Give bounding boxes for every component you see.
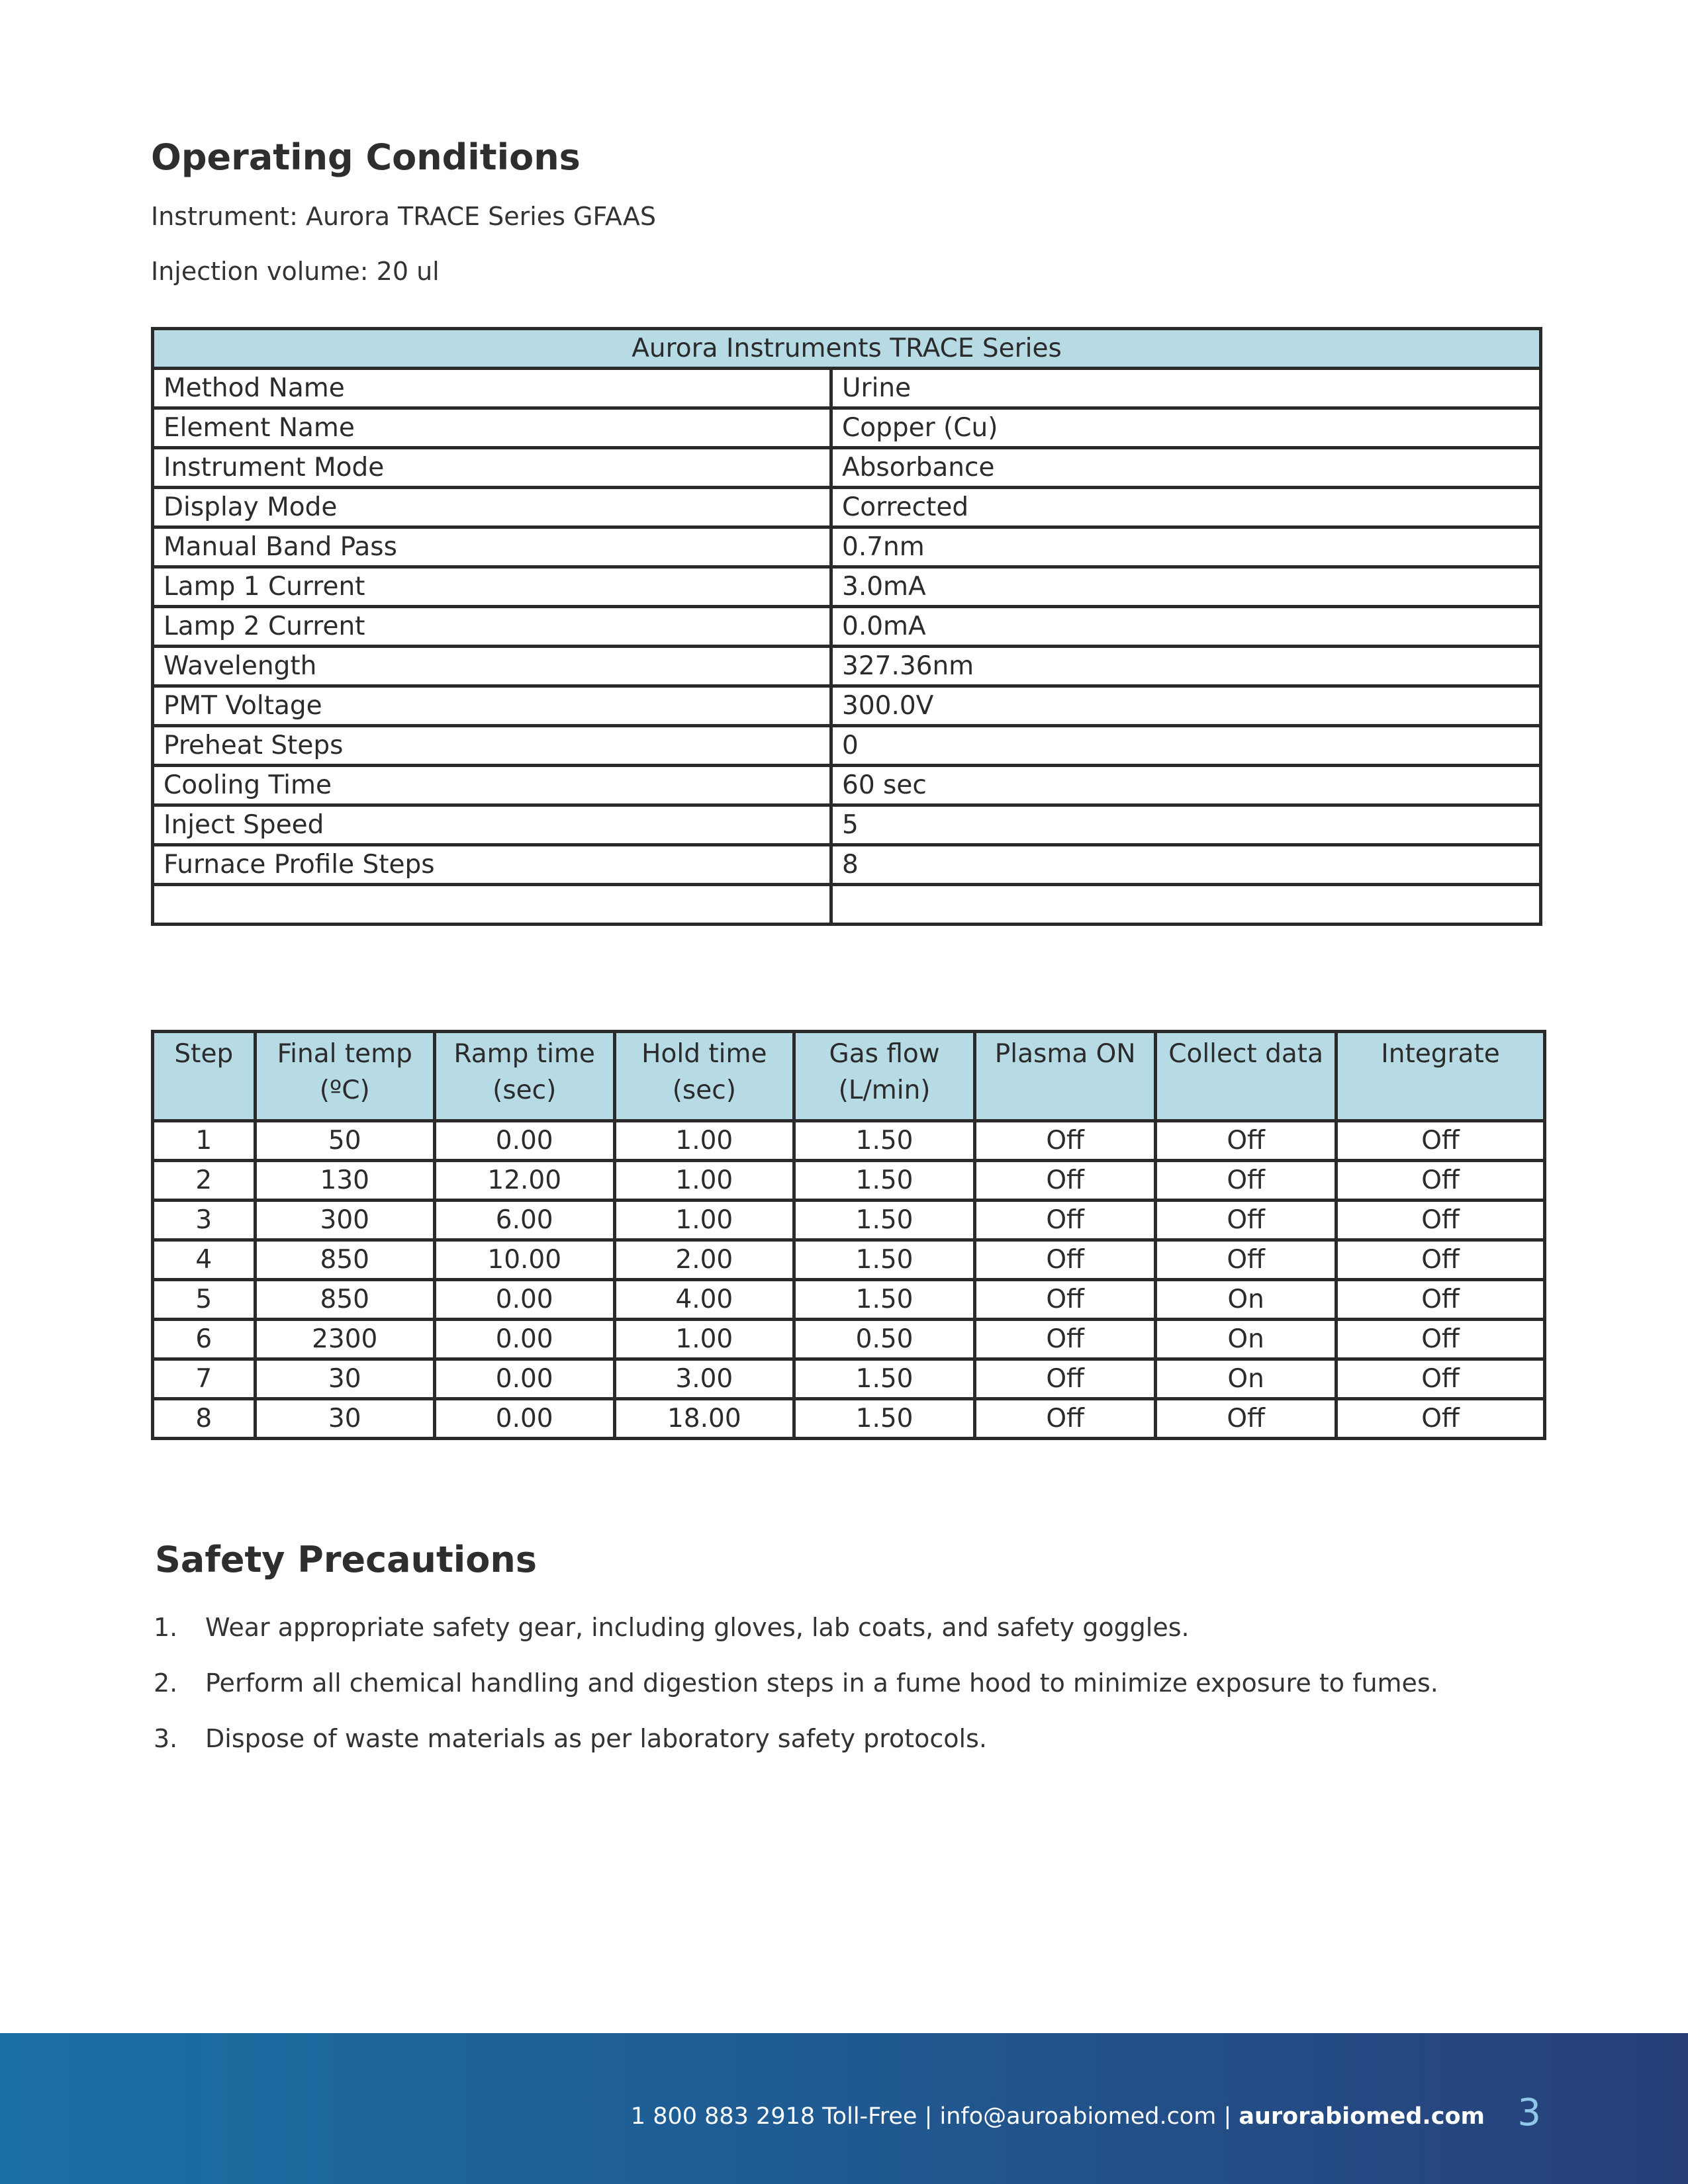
conditions-value: Corrected xyxy=(831,488,1541,527)
header-line-1: Integrate xyxy=(1381,1039,1500,1069)
footer-contact-text: 1 800 883 2918 Toll-Free | info@auroabiomed.com | xyxy=(630,2103,1239,2130)
steps-cell: 18.00 xyxy=(614,1399,794,1439)
footer-bar xyxy=(0,2033,1688,2184)
header-line-1: Collect data xyxy=(1168,1039,1323,1069)
steps-cell: Off xyxy=(1336,1201,1544,1240)
steps-cell: 12.00 xyxy=(434,1161,614,1201)
conditions-value: Urine xyxy=(831,369,1541,408)
conditions-value: 8 xyxy=(831,845,1541,885)
conditions-label: Lamp 2 Current xyxy=(153,607,831,647)
steps-row xyxy=(153,1359,1545,1399)
steps-cell: 6 xyxy=(153,1320,256,1359)
steps-body xyxy=(153,1121,1545,1439)
safety-item-number: 3. xyxy=(154,1724,178,1753)
safety-item-text: Wear appropriate safety gear, including gloves, lab coats, and safety goggles. xyxy=(205,1613,1190,1642)
steps-cell: 1.50 xyxy=(794,1399,975,1439)
conditions-value: 300.0V xyxy=(831,686,1541,726)
steps-row xyxy=(153,1320,1545,1359)
injection-volume-line: Injection volume: 20 ul xyxy=(151,257,440,286)
conditions-label: Method Name xyxy=(153,369,831,408)
steps-cell: 2.00 xyxy=(614,1240,794,1280)
conditions-row xyxy=(153,369,1541,408)
steps-cell: 1.50 xyxy=(794,1240,975,1280)
conditions-label: Element Name xyxy=(153,408,831,448)
steps-header-cell xyxy=(1156,1032,1336,1121)
header-line-2: (L/min) xyxy=(838,1075,931,1105)
footer-contact xyxy=(631,2103,1485,2130)
steps-cell: Off xyxy=(1336,1320,1544,1359)
steps-cell: 850 xyxy=(255,1280,434,1320)
conditions-row xyxy=(153,766,1541,805)
steps-cell: On xyxy=(1156,1320,1336,1359)
header-line-2: (sec) xyxy=(672,1075,736,1105)
conditions-row xyxy=(153,567,1541,607)
steps-cell: 3 xyxy=(153,1201,256,1240)
steps-header-cell xyxy=(153,1032,256,1121)
conditions-row xyxy=(153,607,1541,647)
conditions-value: 5 xyxy=(831,805,1541,845)
conditions-row xyxy=(153,686,1541,726)
steps-cell: 0.00 xyxy=(434,1320,614,1359)
conditions-row xyxy=(153,845,1541,885)
safety-item xyxy=(154,1662,1438,1717)
header-line-1: Final temp xyxy=(277,1039,412,1069)
conditions-label: Lamp 1 Current xyxy=(153,567,831,607)
conditions-row xyxy=(153,448,1541,488)
steps-cell: 1.00 xyxy=(614,1121,794,1161)
steps-cell: Off xyxy=(975,1280,1156,1320)
safety-precautions-heading: Safety Precautions xyxy=(155,1539,537,1580)
conditions-value xyxy=(831,885,1541,925)
safety-item xyxy=(154,1606,1438,1662)
conditions-label: Wavelength xyxy=(153,647,831,686)
conditions-value: Copper (Cu) xyxy=(831,408,1541,448)
conditions-caption: Aurora Instruments TRACE Series xyxy=(153,329,1541,369)
conditions-label: PMT Voltage xyxy=(153,686,831,726)
steps-cell: On xyxy=(1156,1280,1336,1320)
steps-header-row xyxy=(153,1032,1545,1121)
steps-cell: 1 xyxy=(153,1121,256,1161)
steps-cell: 6.00 xyxy=(434,1201,614,1240)
conditions-label: Cooling Time xyxy=(153,766,831,805)
conditions-row xyxy=(153,488,1541,527)
steps-cell: 0.00 xyxy=(434,1280,614,1320)
steps-header-cell xyxy=(975,1032,1156,1121)
steps-cell: 30 xyxy=(255,1399,434,1439)
page-number: 3 xyxy=(1517,2091,1541,2134)
footer-website[interactable]: aurorabiomed.com xyxy=(1239,2103,1485,2130)
steps-cell: 130 xyxy=(255,1161,434,1201)
steps-cell: Off xyxy=(1156,1399,1336,1439)
conditions-value: 0.0mA xyxy=(831,607,1541,647)
steps-cell: 2 xyxy=(153,1161,256,1201)
conditions-label: Display Mode xyxy=(153,488,831,527)
conditions-row xyxy=(153,805,1541,845)
steps-header-cell xyxy=(794,1032,975,1121)
header-line-1: Plasma ON xyxy=(994,1039,1136,1069)
steps-cell: 1.50 xyxy=(794,1121,975,1161)
steps-cell: 5 xyxy=(153,1280,256,1320)
conditions-row xyxy=(153,885,1541,925)
conditions-label: Inject Speed xyxy=(153,805,831,845)
conditions-row xyxy=(153,527,1541,567)
conditions-table xyxy=(151,327,1542,926)
steps-row xyxy=(153,1280,1545,1320)
conditions-row xyxy=(153,408,1541,448)
conditions-label: Furnace Profile Steps xyxy=(153,845,831,885)
steps-cell: On xyxy=(1156,1359,1336,1399)
steps-cell: Off xyxy=(1156,1161,1336,1201)
steps-cell: 8 xyxy=(153,1399,256,1439)
steps-cell: 1.50 xyxy=(794,1359,975,1399)
steps-row xyxy=(153,1201,1545,1240)
header-line-2: (ºC) xyxy=(319,1075,370,1105)
steps-row xyxy=(153,1240,1545,1280)
steps-cell: 1.50 xyxy=(794,1201,975,1240)
steps-header-cell xyxy=(1336,1032,1544,1121)
steps-cell: 0.00 xyxy=(434,1359,614,1399)
conditions-label xyxy=(153,885,831,925)
steps-cell: Off xyxy=(1336,1240,1544,1280)
steps-cell: Off xyxy=(1336,1121,1544,1161)
conditions-label: Instrument Mode xyxy=(153,448,831,488)
steps-cell: Off xyxy=(1336,1161,1544,1201)
operating-conditions-heading: Operating Conditions xyxy=(151,136,581,178)
steps-cell: 10.00 xyxy=(434,1240,614,1280)
safety-item-text: Dispose of waste materials as per laboratory safety protocols. xyxy=(205,1724,987,1753)
furnace-steps-table xyxy=(151,1030,1546,1440)
steps-cell: Off xyxy=(975,1359,1156,1399)
steps-cell: 1.00 xyxy=(614,1320,794,1359)
conditions-value: 3.0mA xyxy=(831,567,1541,607)
header-line-1: Hold time xyxy=(641,1039,767,1069)
steps-cell: Off xyxy=(975,1201,1156,1240)
conditions-caption-row xyxy=(153,329,1541,369)
conditions-value: 0.7nm xyxy=(831,527,1541,567)
conditions-value: 0 xyxy=(831,726,1541,766)
steps-header-cell xyxy=(614,1032,794,1121)
steps-cell: 1.00 xyxy=(614,1201,794,1240)
steps-cell: Off xyxy=(975,1320,1156,1359)
steps-row xyxy=(153,1399,1545,1439)
steps-cell: Off xyxy=(1336,1399,1544,1439)
steps-cell: 7 xyxy=(153,1359,256,1399)
header-line-2: (sec) xyxy=(492,1075,557,1105)
steps-cell: 4.00 xyxy=(614,1280,794,1320)
steps-cell: Off xyxy=(975,1121,1156,1161)
instrument-line: Instrument: Aurora TRACE Series GFAAS xyxy=(151,202,657,231)
steps-cell: 1.50 xyxy=(794,1280,975,1320)
steps-cell: 0.50 xyxy=(794,1320,975,1359)
steps-cell: 0.00 xyxy=(434,1121,614,1161)
steps-row xyxy=(153,1121,1545,1161)
steps-cell: 2300 xyxy=(255,1320,434,1359)
steps-cell: Off xyxy=(1336,1280,1544,1320)
conditions-value: 327.36nm xyxy=(831,647,1541,686)
header-line-1: Ramp time xyxy=(453,1039,595,1069)
conditions-value: Absorbance xyxy=(831,448,1541,488)
safety-item xyxy=(154,1717,1438,1773)
conditions-label: Preheat Steps xyxy=(153,726,831,766)
safety-item-number: 2. xyxy=(154,1668,178,1698)
conditions-label: Manual Band Pass xyxy=(153,527,831,567)
conditions-body xyxy=(153,369,1541,925)
steps-cell: 1.50 xyxy=(794,1161,975,1201)
steps-cell: Off xyxy=(1156,1121,1336,1161)
conditions-row xyxy=(153,726,1541,766)
steps-cell: Off xyxy=(1336,1359,1544,1399)
steps-header-cell xyxy=(434,1032,614,1121)
steps-header-cell xyxy=(255,1032,434,1121)
conditions-row xyxy=(153,647,1541,686)
steps-cell: 300 xyxy=(255,1201,434,1240)
safety-item-number: 1. xyxy=(154,1613,178,1642)
steps-cell: Off xyxy=(975,1399,1156,1439)
steps-cell: 3.00 xyxy=(614,1359,794,1399)
steps-cell: 0.00 xyxy=(434,1399,614,1439)
header-line-1: Gas flow xyxy=(829,1039,940,1069)
steps-cell: 850 xyxy=(255,1240,434,1280)
steps-cell: Off xyxy=(975,1240,1156,1280)
safety-item-text: Perform all chemical handling and digestion steps in a fume hood to minimize exposure to fumes. xyxy=(205,1668,1438,1698)
steps-row xyxy=(153,1161,1545,1201)
safety-list xyxy=(154,1606,1438,1773)
steps-cell: Off xyxy=(1156,1201,1336,1240)
steps-cell: 1.00 xyxy=(614,1161,794,1201)
steps-cell: Off xyxy=(1156,1240,1336,1280)
conditions-value: 60 sec xyxy=(831,766,1541,805)
steps-cell: 4 xyxy=(153,1240,256,1280)
steps-cell: 50 xyxy=(255,1121,434,1161)
header-line-1: Step xyxy=(174,1039,234,1069)
steps-cell: 30 xyxy=(255,1359,434,1399)
steps-cell: Off xyxy=(975,1161,1156,1201)
